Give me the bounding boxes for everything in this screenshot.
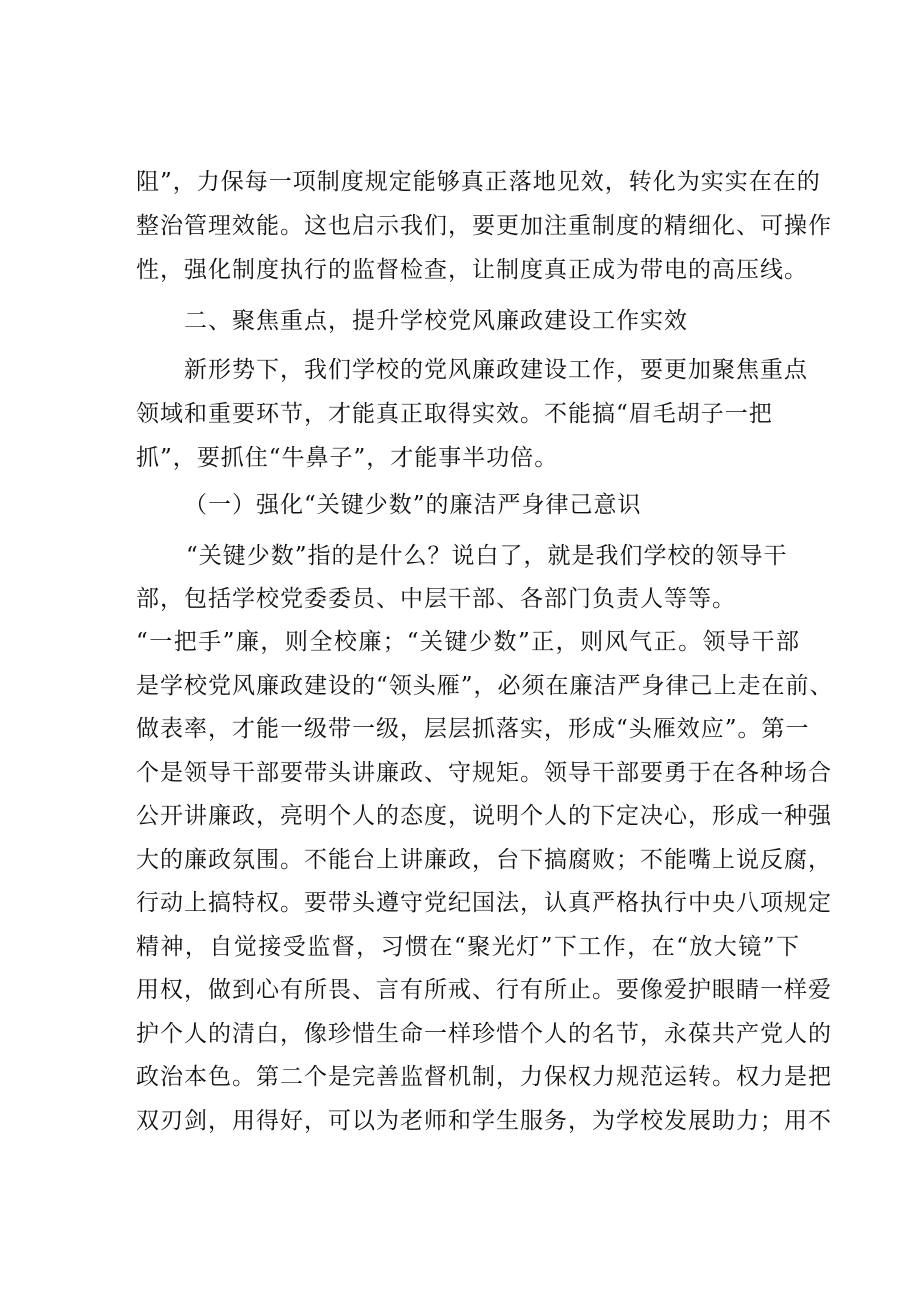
text-line: 整治管理效能。这也启示我们，要更加注重制度的精细化、可操作 (136, 213, 832, 239)
text-line: 政治本色。第二个是完善监督机制，力保权力规范运转。权力是把 (136, 1064, 832, 1090)
text-line: 性，强化制度执行的监督检查，让制度真正成为带电的高压线。 (136, 257, 808, 283)
text-line: 领域和重要环节，才能真正取得实效。不能搞“眉毛胡子一把 (136, 401, 773, 427)
text-line: 精神，自觉接受监督，习惯在“聚光灯”下工作，在“放大镜”下 (136, 934, 800, 960)
text-line: 抓”，要抓住“牛鼻子”，才能事半功倍。 (136, 445, 559, 471)
text-line: 大的廉政氛围。不能台上讲廉政，台下搞腐败；不能嘴上说反腐， (136, 847, 832, 873)
text-line: 双刃剑，用得好，可以为老师和学生服务，为学校发展助力；用不 (136, 1108, 832, 1134)
text-line: 公开讲廉政，亮明个人的态度，说明个人的下定决心，形成一种强 (136, 803, 832, 829)
subsection-heading: （一）强化“关键少数”的廉洁严身律己意识 (184, 492, 642, 518)
text-line: 阻”，力保每一项制度规定能够真正落地见效，转化为实实在在的 (136, 169, 821, 195)
text-line: 个是领导干部要带头讲廉政、守规矩。领导干部要勇于在各种场合 (136, 760, 832, 786)
text-line: 行动上搞特权。要带头遵守党纪国法，认真严格执行中央八项规定 (136, 890, 832, 916)
text-line: 用权，做到心有所畏、言有所戒、行有所止。要像爱护眼睛一样爱 (136, 977, 832, 1003)
text-line: 做表率，才能一级带一级，层层抓落实，形成“头雁效应”。第一 (136, 716, 810, 742)
text-line: 部，包括学校党委委员、中层干部、各部门负责人等等。 (136, 586, 736, 612)
text-line: 新形势下，我们学校的党风廉政建设工作，要更加聚焦重点 (184, 357, 808, 383)
section-heading: 二、聚焦重点，提升学校党风廉政建设工作实效 (184, 308, 688, 334)
text-line: 护个人的清白，像珍惜生命一样珍惜个人的名节，永葆共产党人的 (136, 1021, 832, 1047)
text-line: 是学校党风廉政建设的“领头雁”，必须在廉洁严身律己上走在前、 (136, 673, 834, 699)
text-line: “关键少数”指的是什么？说白了，就是我们学校的领导干 (186, 543, 788, 569)
text-line: “一把手”廉，则全校廉；“关键少数”正，则风气正。领导干部 (136, 629, 800, 655)
